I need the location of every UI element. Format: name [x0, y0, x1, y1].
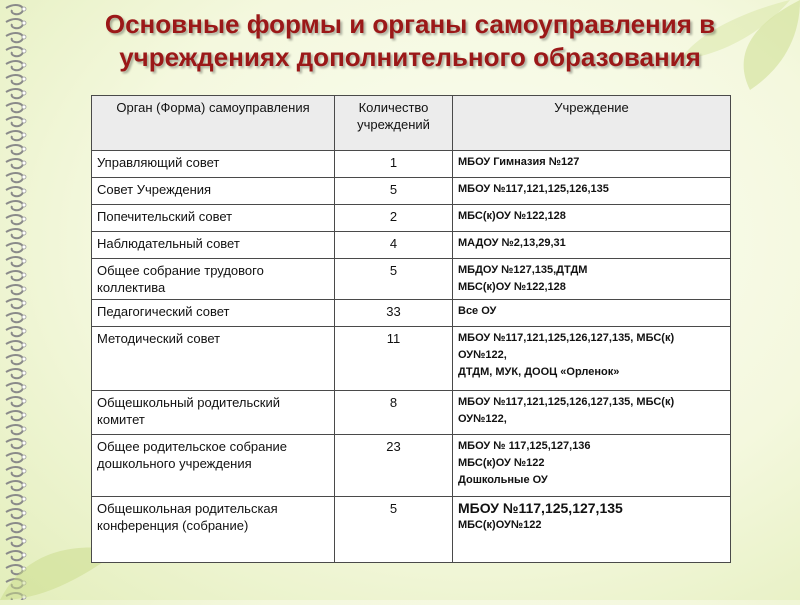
page-title: Основные формы и органы самоуправления в учреждениях дополнительного образования — [104, 9, 716, 72]
spiral-ring — [6, 33, 23, 42]
table-row — [92, 259, 731, 300]
institution-line: МБС(к)ОУ №122 — [458, 457, 545, 469]
count-cell: 11 — [335, 327, 453, 391]
spiral-ring — [6, 145, 23, 154]
spiral-hole — [22, 175, 26, 179]
spiral-ring — [6, 75, 23, 84]
spiral-ring — [6, 271, 23, 280]
spiral-hole — [22, 147, 26, 151]
spiral-hole — [22, 287, 26, 291]
spiral-hole — [22, 483, 26, 487]
institution-line: МБОУ Гимназия №127 — [458, 156, 580, 168]
spiral-hole — [22, 469, 26, 473]
spiral-hole — [22, 63, 26, 67]
spiral-hole — [22, 511, 26, 515]
spiral-ring — [6, 117, 23, 126]
spiral-ring — [6, 131, 23, 140]
spiral-ring — [6, 61, 23, 70]
spiral-ring — [6, 243, 23, 252]
spiral-ring — [6, 383, 23, 392]
spiral-hole — [22, 273, 26, 277]
spiral-ring — [6, 313, 23, 322]
table-row — [92, 232, 731, 259]
institution-line: МБОУ №117,125,127,135 — [458, 500, 623, 516]
organ-cell: Общешкольная родительская конференция (собрание) — [92, 497, 335, 563]
spiral-ring — [6, 439, 23, 448]
spiral-ring — [6, 453, 23, 462]
spiral-ring — [6, 481, 23, 490]
table-row — [92, 497, 731, 563]
institution-line: Дошкольные ОУ — [458, 474, 548, 486]
spiral-hole — [22, 259, 26, 263]
institution-cell — [453, 205, 731, 232]
spiral-hole — [22, 357, 26, 361]
table-row — [92, 300, 731, 327]
spiral-hole — [22, 7, 26, 11]
spiral-hole — [22, 161, 26, 165]
count-cell: 5 — [335, 178, 453, 205]
spiral-ring — [6, 187, 23, 196]
institution-cell — [453, 151, 731, 178]
organ-cell: Методический совет — [92, 327, 335, 391]
institution-cell — [453, 391, 731, 435]
spiral-hole — [22, 413, 26, 417]
institution-cell — [453, 232, 731, 259]
spiral-hole — [22, 343, 26, 347]
count-cell: 8 — [335, 391, 453, 435]
spiral-ring — [6, 257, 23, 266]
spiral-hole — [22, 91, 26, 95]
spiral-ring — [6, 397, 23, 406]
spiral-hole — [22, 329, 26, 333]
spiral-ring — [6, 5, 23, 14]
spiral-hole — [22, 35, 26, 39]
organ-cell: Общее собрание трудового коллектива — [92, 259, 335, 300]
count-cell: 5 — [335, 259, 453, 300]
spiral-ring — [6, 495, 23, 504]
spiral-ring — [6, 103, 23, 112]
spiral-hole — [22, 231, 26, 235]
spiral-hole — [22, 399, 26, 403]
institution-line: Все ОУ — [458, 305, 497, 317]
institution-line: МБС(к)ОУ №122,128 — [458, 210, 566, 222]
spiral-hole — [22, 189, 26, 193]
spiral-ring — [6, 89, 23, 98]
spiral-hole — [22, 21, 26, 25]
table-row — [92, 178, 731, 205]
spiral-hole — [22, 77, 26, 81]
spiral-hole — [22, 441, 26, 445]
institution-line: МБОУ № 117,125,127,136 — [458, 440, 591, 452]
spiral-hole — [22, 203, 26, 207]
spiral-ring — [6, 201, 23, 210]
institution-line: МБОУ №117,121,125,126,127,135, МБС(к) ОУ№122, — [458, 396, 675, 425]
institution-line: МБС(к)ОУ №122,128 — [458, 281, 566, 293]
institution-cell — [453, 435, 731, 497]
spiral-hole — [22, 119, 26, 123]
spiral-hole — [22, 427, 26, 431]
count-cell: 23 — [335, 435, 453, 497]
spiral-hole — [22, 245, 26, 249]
spiral-hole — [22, 371, 26, 375]
organ-cell: Педагогический совет — [92, 300, 335, 327]
spiral-hole — [22, 49, 26, 53]
count-cell: 33 — [335, 300, 453, 327]
table-row — [92, 151, 731, 178]
institution-line: МБОУ №117,121,125,126,135 — [458, 183, 609, 195]
count-cell: 4 — [335, 232, 453, 259]
organ-cell: Управляющий совет — [92, 151, 335, 178]
spiral-ring — [6, 369, 23, 378]
spiral-ring — [6, 467, 23, 476]
spiral-ring — [6, 355, 23, 364]
spiral-hole — [22, 497, 26, 501]
count-cell: 1 — [335, 151, 453, 178]
spiral-ring — [6, 425, 23, 434]
institution-cell — [453, 327, 731, 391]
self-government-table — [91, 95, 731, 563]
spiral-ring — [6, 341, 23, 350]
spiral-hole — [22, 105, 26, 109]
spiral-ring — [6, 285, 23, 294]
organ-cell: Совет Учреждения — [92, 178, 335, 205]
spiral-hole — [22, 315, 26, 319]
spiral-hole — [22, 301, 26, 305]
table-row — [92, 327, 731, 391]
spiral-binding — [2, 0, 28, 600]
institution-line: МБС(к)ОУ№122 — [458, 519, 542, 531]
organ-cell: Общешкольный родительский комитет — [92, 391, 335, 435]
table-row — [92, 205, 731, 232]
spiral-hole — [22, 133, 26, 137]
spiral-ring — [6, 229, 23, 238]
spiral-ring — [6, 19, 23, 28]
table-row — [92, 435, 731, 497]
spiral-ring — [6, 159, 23, 168]
organ-cell: Попечительский совет — [92, 205, 335, 232]
institution-line: ДТДМ, МУК, ДООЦ «Орленок» — [458, 366, 620, 378]
spiral-ring — [6, 173, 23, 182]
header-count: Количество учреждений — [335, 96, 453, 151]
institution-line: МБОУ №117,121,125,126,127,135, МБС(к) ОУ№122, — [458, 332, 675, 361]
institution-cell — [453, 178, 731, 205]
spiral-ring — [6, 411, 23, 420]
spiral-ring — [6, 327, 23, 336]
institution-cell — [453, 259, 731, 300]
institution-cell — [453, 300, 731, 327]
organ-cell: Общее родительское собрание дошкольного учреждения — [92, 435, 335, 497]
spiral-ring — [6, 299, 23, 308]
institution-cell — [453, 497, 731, 563]
count-cell: 5 — [335, 497, 453, 563]
institution-line: МБДОУ №127,135,ДТДМ — [458, 264, 588, 276]
count-cell: 2 — [335, 205, 453, 232]
spiral-hole — [22, 455, 26, 459]
header-institution: Учреждение — [453, 96, 731, 151]
table-row — [92, 391, 731, 435]
header-organ: Орган (Форма) самоуправления — [92, 96, 335, 151]
spiral-ring — [6, 47, 23, 56]
table-header-row — [92, 96, 731, 151]
spiral-ring — [6, 509, 23, 518]
spiral-hole — [22, 385, 26, 389]
institution-line: МАДОУ №2,13,29,31 — [458, 237, 566, 249]
organ-cell: Наблюдательный совет — [92, 232, 335, 259]
spiral-hole — [22, 217, 26, 221]
spiral-ring — [6, 215, 23, 224]
